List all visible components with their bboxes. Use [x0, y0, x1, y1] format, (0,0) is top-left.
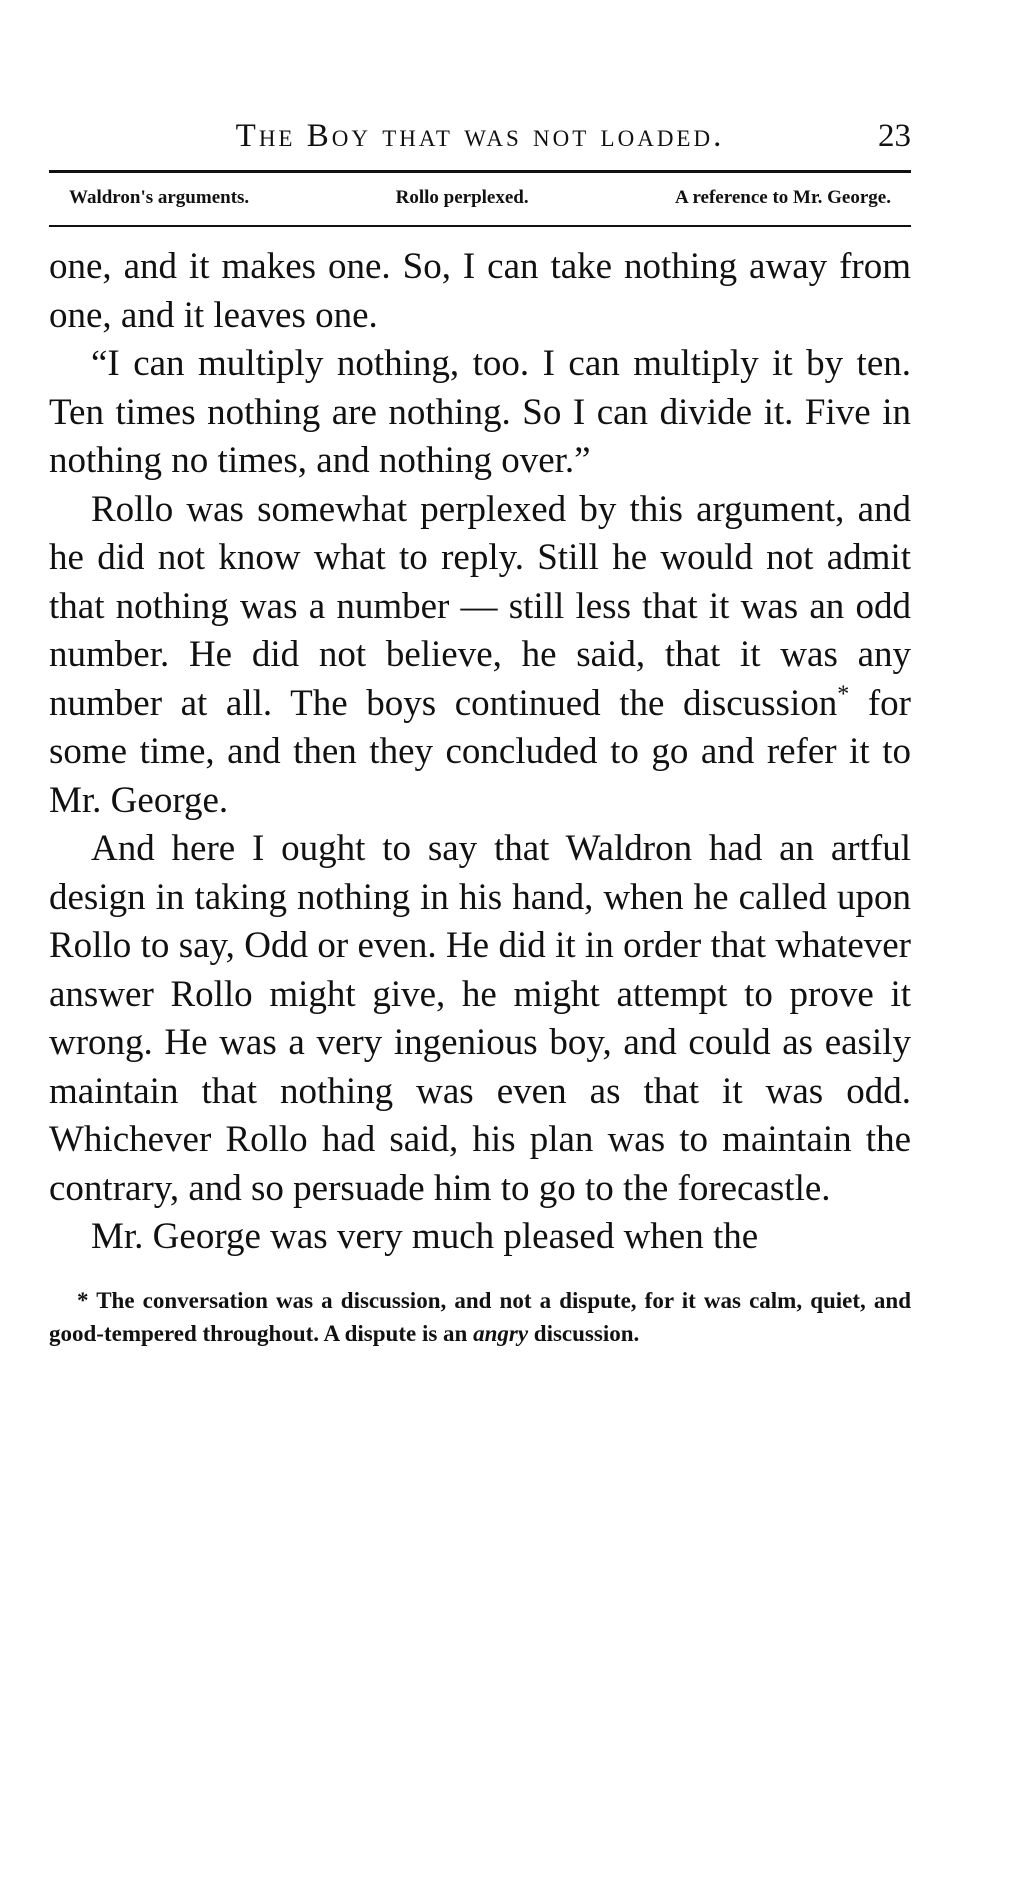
- page-number: 23: [878, 118, 911, 154]
- paragraph-2: “I can multiply nothing, too. I can multiply it by ten. Ten times nothing are nothing. So I can divide it. Five in nothing no times, and nothing over.”: [49, 343, 911, 481]
- running-title: The Boy that was not loaded.: [235, 118, 725, 154]
- paragraph-3: [49, 486, 911, 826]
- footnote-marker: *: [77, 1287, 89, 1313]
- footnote-text: The conversation was a discussion, and not a dispute, for it was calm, quiet, and good-tempered throughout. A dispute is an: [49, 1287, 911, 1346]
- paragraph-1: one, and it makes one. So, I can take nothing away from one, and it leaves one.: [49, 246, 911, 336]
- paragraph-4: And here I ought to say that Waldron had an artful design in taking nothing in his hand, when he called upon Rollo to say, Odd or even. He did it in order that whatever answer Rollo might give, he might attempt to prove it wrong. He was a very ingenious boy, and could as easily maintain that nothing was even as that it was odd. Whichever Rollo had said, his plan was to maintain the contrary, and so persuade him to go to the forecastle.: [49, 828, 911, 1209]
- footnote-text-end: discussion.: [533, 1320, 640, 1346]
- paragraph-3-part-1: Rollo was somewhat perplexed by this argument, and he did not know what to reply. Still he would not admit that nothing was a number — still less that it was an odd number. He did not believe, he said, that it was any number at all. The boys continued the discussion: [49, 488, 911, 724]
- topic-line: [49, 173, 911, 225]
- running-head: [49, 118, 911, 170]
- topic-waldrons-arguments: Waldron's arguments.: [69, 187, 250, 208]
- paragraph-3-part-2: for some time, and then they concluded to go and refer it to Mr. George.: [49, 682, 912, 821]
- body-text: [49, 243, 911, 1262]
- footnote: [49, 1284, 911, 1350]
- paragraph-5: Mr. George was very much pleased when the: [91, 1216, 759, 1257]
- header-rule-bottom: [49, 225, 911, 227]
- book-page: [49, 118, 911, 1350]
- footnote-emphasis: angry: [473, 1320, 529, 1346]
- topic-rollo-perplexed: Rollo perplexed.: [395, 187, 529, 208]
- topic-reference-to-mr-george: A reference to Mr. George.: [675, 187, 891, 208]
- footnote-reference: *: [837, 681, 850, 708]
